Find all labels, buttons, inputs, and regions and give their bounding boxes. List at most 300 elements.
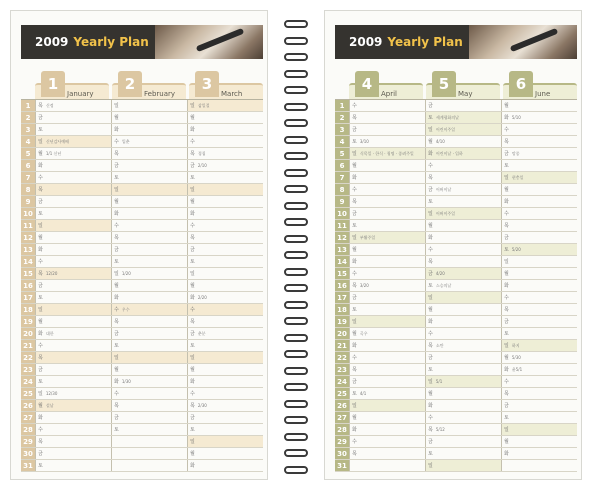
day-cell[interactable] xyxy=(35,232,111,243)
day-row xyxy=(21,364,263,376)
day-cell[interactable] xyxy=(425,112,501,123)
day-note: 어린이주일 xyxy=(435,126,456,132)
weekday-label: 화 xyxy=(352,175,357,181)
day-row xyxy=(335,352,577,364)
day-cell[interactable] xyxy=(349,220,425,231)
day-cell[interactable] xyxy=(349,196,425,207)
weekday-label: 목 xyxy=(38,271,43,277)
day-cell[interactable] xyxy=(425,292,501,303)
day-cell[interactable] xyxy=(425,280,501,291)
day-number: 3 xyxy=(21,124,35,135)
day-cell[interactable] xyxy=(501,364,577,375)
day-cell[interactable] xyxy=(349,316,425,327)
spiral-ring xyxy=(284,284,308,292)
day-cell[interactable] xyxy=(425,436,501,447)
day-cell[interactable] xyxy=(425,220,501,231)
weekday-label: 수 xyxy=(504,295,509,301)
month-tab[interactable] xyxy=(503,71,577,99)
day-cell[interactable] xyxy=(425,328,501,339)
day-cell[interactable] xyxy=(187,376,263,387)
day-cell[interactable] xyxy=(187,220,263,231)
day-cell[interactable] xyxy=(187,304,263,315)
day-row xyxy=(335,292,577,304)
day-cell[interactable] xyxy=(349,112,425,123)
tab-month-name: April xyxy=(381,90,397,98)
day-cell[interactable] xyxy=(425,460,501,471)
day-cell[interactable] xyxy=(501,160,577,171)
day-row xyxy=(335,388,577,400)
weekday-label: 수 xyxy=(190,391,195,397)
weekday-label: 수 xyxy=(38,343,43,349)
day-cell[interactable] xyxy=(501,220,577,231)
day-cell[interactable] xyxy=(187,328,263,339)
day-cell[interactable] xyxy=(111,160,187,171)
day-number: 27 xyxy=(335,412,349,423)
weekday-label: 화 xyxy=(114,295,119,301)
day-cell[interactable] xyxy=(425,364,501,375)
day-cell[interactable] xyxy=(501,316,577,327)
day-cell[interactable] xyxy=(187,424,263,435)
weekday-label: 화 xyxy=(114,379,119,385)
weekday-label: 금 xyxy=(114,415,119,421)
tab-number: 1 xyxy=(41,71,65,97)
weekday-label: 금 xyxy=(428,355,433,361)
day-cell[interactable] xyxy=(111,232,187,243)
day-cell[interactable] xyxy=(187,340,263,351)
day-cell[interactable] xyxy=(111,460,187,471)
weekday-label: 수 xyxy=(428,331,433,337)
weekday-label: 수 xyxy=(352,355,357,361)
day-cell[interactable] xyxy=(501,424,577,435)
weekday-label: 수 xyxy=(352,187,357,193)
weekday-label: 토 xyxy=(38,295,43,301)
day-number: 28 xyxy=(335,424,349,435)
day-cell[interactable] xyxy=(501,196,577,207)
day-cell[interactable] xyxy=(425,424,501,435)
weekday-label: 일 xyxy=(504,259,509,265)
day-cell[interactable] xyxy=(425,184,501,195)
day-cell[interactable] xyxy=(35,172,111,183)
day-cell[interactable] xyxy=(187,196,263,207)
day-cell[interactable] xyxy=(35,352,111,363)
day-cell[interactable] xyxy=(111,208,187,219)
day-row xyxy=(335,172,577,184)
weekday-label: 금 xyxy=(428,439,433,445)
day-note: 4/1 xyxy=(359,391,367,396)
weekday-label: 일 xyxy=(190,355,195,361)
weekday-label: 화 xyxy=(504,283,509,289)
day-cell[interactable] xyxy=(501,352,577,363)
weekday-label: 토 xyxy=(428,367,433,373)
day-cell[interactable] xyxy=(35,100,111,111)
day-cell[interactable] xyxy=(187,232,263,243)
month-tab[interactable] xyxy=(349,71,423,99)
day-cell[interactable] xyxy=(425,412,501,423)
weekday-label: 금 xyxy=(38,199,43,205)
day-cell[interactable] xyxy=(35,316,111,327)
day-cell[interactable] xyxy=(501,328,577,339)
weekday-label: 월 xyxy=(190,199,195,205)
day-cell[interactable] xyxy=(111,412,187,423)
day-cell[interactable] xyxy=(425,232,501,243)
day-cell[interactable] xyxy=(187,100,263,111)
day-number: 16 xyxy=(21,280,35,291)
weekday-label: 금 xyxy=(504,403,509,409)
day-cell[interactable] xyxy=(425,448,501,459)
day-cell[interactable] xyxy=(349,268,425,279)
day-row xyxy=(21,436,263,448)
day-cell[interactable] xyxy=(349,232,425,243)
weekday-label: 금 xyxy=(504,235,509,241)
day-cell[interactable] xyxy=(501,232,577,243)
day-number: 6 xyxy=(21,160,35,171)
day-cell[interactable] xyxy=(35,208,111,219)
day-cell[interactable] xyxy=(111,292,187,303)
weekday-label: 월 xyxy=(38,403,43,409)
day-cell[interactable] xyxy=(501,448,577,459)
day-cell[interactable] xyxy=(35,424,111,435)
day-cell[interactable] xyxy=(111,172,187,183)
day-cell[interactable] xyxy=(501,436,577,447)
weekday-label: 화 xyxy=(38,247,43,253)
day-cell[interactable] xyxy=(187,136,263,147)
day-cell[interactable] xyxy=(35,400,111,411)
spiral-ring xyxy=(284,103,308,111)
day-cell[interactable] xyxy=(349,364,425,375)
day-cell[interactable] xyxy=(35,376,111,387)
day-cell[interactable] xyxy=(501,412,577,423)
day-cell[interactable] xyxy=(425,124,501,135)
day-cell[interactable] xyxy=(501,376,577,387)
day-cell[interactable] xyxy=(111,328,187,339)
day-cell[interactable] xyxy=(501,388,577,399)
day-cell[interactable] xyxy=(501,112,577,123)
day-cell[interactable] xyxy=(187,448,263,459)
day-row xyxy=(21,448,263,460)
day-cell[interactable] xyxy=(187,316,263,327)
day-cell[interactable] xyxy=(187,244,263,255)
day-cell[interactable] xyxy=(111,220,187,231)
day-row xyxy=(21,412,263,424)
month-tab[interactable] xyxy=(426,71,500,99)
day-cell[interactable] xyxy=(425,148,501,159)
day-cell[interactable] xyxy=(349,208,425,219)
day-number: 29 xyxy=(335,436,349,447)
day-cell[interactable] xyxy=(111,364,187,375)
calendar-grid xyxy=(335,99,577,472)
weekday-label: 수 xyxy=(190,139,195,145)
day-cell[interactable] xyxy=(349,328,425,339)
weekday-label: 목 xyxy=(504,139,509,145)
weekday-label: 토 xyxy=(504,247,509,253)
day-cell[interactable] xyxy=(111,196,187,207)
day-cell[interactable] xyxy=(501,304,577,315)
day-cell[interactable] xyxy=(501,244,577,255)
weekday-label: 목 xyxy=(114,151,119,157)
spiral-ring xyxy=(284,334,308,342)
day-cell[interactable] xyxy=(349,160,425,171)
day-cell[interactable] xyxy=(111,100,187,111)
weekday-label: 일 xyxy=(38,139,43,145)
weekday-label: 일 xyxy=(428,127,433,133)
day-row xyxy=(335,124,577,136)
day-cell[interactable] xyxy=(501,100,577,111)
month-tab[interactable] xyxy=(189,71,263,99)
day-cell[interactable] xyxy=(111,112,187,123)
weekday-label: 금 xyxy=(428,103,433,109)
day-cell[interactable] xyxy=(111,340,187,351)
day-cell[interactable] xyxy=(35,148,111,159)
spiral-ring xyxy=(284,367,308,375)
day-number: 24 xyxy=(21,376,35,387)
day-cell[interactable] xyxy=(349,256,425,267)
day-cell[interactable] xyxy=(35,256,111,267)
day-row xyxy=(335,460,577,472)
weekday-label: 월 xyxy=(190,367,195,373)
spiral-ring xyxy=(284,466,308,474)
day-cell[interactable] xyxy=(187,268,263,279)
day-cell[interactable] xyxy=(425,340,501,351)
day-cell[interactable] xyxy=(349,412,425,423)
day-cell[interactable] xyxy=(187,292,263,303)
day-cell[interactable] xyxy=(187,184,263,195)
day-cell[interactable] xyxy=(425,256,501,267)
weekday-label: 목 xyxy=(504,307,509,313)
weekday-label: 일 xyxy=(352,151,357,157)
day-cell[interactable] xyxy=(349,436,425,447)
day-number: 31 xyxy=(335,460,349,471)
spiral-ring xyxy=(284,70,308,78)
day-cell[interactable] xyxy=(349,376,425,387)
day-cell[interactable] xyxy=(35,196,111,207)
day-cell[interactable] xyxy=(349,292,425,303)
day-cell[interactable] xyxy=(425,136,501,147)
day-cell[interactable] xyxy=(187,112,263,123)
day-cell[interactable] xyxy=(425,208,501,219)
day-cell[interactable] xyxy=(35,292,111,303)
spiral-ring xyxy=(284,301,308,309)
day-cell[interactable] xyxy=(349,388,425,399)
day-cell[interactable] xyxy=(187,436,263,447)
weekday-label: 월 xyxy=(428,391,433,397)
day-row xyxy=(21,196,263,208)
day-cell[interactable] xyxy=(349,400,425,411)
day-cell[interactable] xyxy=(187,148,263,159)
day-cell[interactable] xyxy=(111,256,187,267)
day-cell[interactable] xyxy=(35,184,111,195)
weekday-label: 목 xyxy=(190,235,195,241)
day-cell[interactable] xyxy=(501,400,577,411)
day-cell[interactable] xyxy=(35,412,111,423)
day-cell[interactable] xyxy=(111,268,187,279)
day-row xyxy=(335,364,577,376)
day-cell[interactable] xyxy=(425,400,501,411)
day-cell[interactable] xyxy=(501,208,577,219)
day-cell[interactable] xyxy=(425,268,501,279)
day-cell[interactable] xyxy=(501,460,577,471)
day-cell[interactable] xyxy=(501,148,577,159)
day-cell[interactable] xyxy=(35,448,111,459)
day-cell[interactable] xyxy=(187,160,263,171)
day-row xyxy=(21,268,263,280)
day-cell[interactable] xyxy=(111,304,187,315)
day-cell[interactable] xyxy=(501,172,577,183)
day-cell[interactable] xyxy=(35,160,111,171)
day-cell[interactable] xyxy=(425,316,501,327)
day-cell[interactable] xyxy=(349,148,425,159)
day-cell[interactable] xyxy=(35,460,111,471)
day-cell[interactable] xyxy=(111,148,187,159)
day-cell[interactable] xyxy=(501,280,577,291)
day-cell[interactable] xyxy=(111,244,187,255)
weekday-label: 일 xyxy=(190,103,195,109)
day-cell[interactable] xyxy=(349,124,425,135)
month-tab[interactable] xyxy=(35,71,109,99)
day-cell[interactable] xyxy=(187,256,263,267)
day-cell[interactable] xyxy=(35,304,111,315)
day-cell[interactable] xyxy=(35,328,111,339)
day-cell[interactable] xyxy=(501,136,577,147)
day-row xyxy=(21,256,263,268)
day-cell[interactable] xyxy=(111,376,187,387)
spiral-ring xyxy=(284,20,308,28)
weekday-label: 수 xyxy=(428,415,433,421)
day-cell[interactable] xyxy=(187,364,263,375)
day-cell[interactable] xyxy=(111,448,187,459)
day-cell[interactable] xyxy=(111,184,187,195)
day-note: 식목일 · 한식 · 청명 · 종려주일 xyxy=(359,150,414,156)
weekday-label: 월 xyxy=(428,307,433,313)
weekday-label: 화 xyxy=(504,199,509,205)
day-cell[interactable] xyxy=(349,172,425,183)
weekday-label: 월 xyxy=(428,223,433,229)
day-cell[interactable] xyxy=(187,460,263,471)
day-cell[interactable] xyxy=(501,340,577,351)
header-year: 2009 xyxy=(35,35,69,49)
day-cell[interactable] xyxy=(425,352,501,363)
day-cell[interactable] xyxy=(501,268,577,279)
day-cell[interactable] xyxy=(349,448,425,459)
day-cell[interactable] xyxy=(35,220,111,231)
day-number: 21 xyxy=(21,340,35,351)
day-cell[interactable] xyxy=(35,268,111,279)
day-number: 1 xyxy=(21,100,35,111)
day-cell[interactable] xyxy=(187,280,263,291)
weekday-label: 수 xyxy=(38,427,43,433)
day-cell[interactable] xyxy=(187,412,263,423)
day-cell[interactable] xyxy=(35,340,111,351)
day-cell[interactable] xyxy=(501,124,577,135)
weekday-label: 토 xyxy=(190,343,195,349)
weekday-label: 목 xyxy=(190,151,195,157)
right-page xyxy=(324,10,582,480)
day-cell[interactable] xyxy=(349,280,425,291)
spiral-ring xyxy=(284,169,308,177)
spiral-ring xyxy=(284,202,308,210)
day-cell[interactable] xyxy=(425,196,501,207)
day-cell[interactable] xyxy=(349,100,425,111)
day-row xyxy=(21,376,263,388)
day-cell[interactable] xyxy=(349,352,425,363)
day-cell[interactable] xyxy=(425,244,501,255)
day-cell[interactable] xyxy=(35,112,111,123)
day-cell[interactable] xyxy=(187,124,263,135)
day-cell[interactable] xyxy=(35,124,111,135)
day-cell[interactable] xyxy=(111,136,187,147)
day-number: 7 xyxy=(21,172,35,183)
day-number: 2 xyxy=(335,112,349,123)
day-cell[interactable] xyxy=(187,208,263,219)
weekday-label: 토 xyxy=(38,463,43,469)
weekday-label: 일 xyxy=(190,187,195,193)
day-cell[interactable] xyxy=(349,460,425,471)
day-number: 29 xyxy=(21,436,35,447)
day-number: 31 xyxy=(21,460,35,471)
day-cell[interactable] xyxy=(111,352,187,363)
spiral-ring xyxy=(284,350,308,358)
weekday-label: 토 xyxy=(352,307,357,313)
day-cell[interactable] xyxy=(501,292,577,303)
weekday-label: 일 xyxy=(428,379,433,385)
weekday-label: 월 xyxy=(190,451,195,457)
day-cell[interactable] xyxy=(111,388,187,399)
day-row xyxy=(21,208,263,220)
day-cell[interactable] xyxy=(111,316,187,327)
weekday-label: 목 xyxy=(352,367,357,373)
day-cell[interactable] xyxy=(187,172,263,183)
day-cell[interactable] xyxy=(35,388,111,399)
day-cell[interactable] xyxy=(35,136,111,147)
header-plan-label: Yearly Plan xyxy=(73,35,149,49)
day-note: 대한 xyxy=(45,330,54,336)
day-cell[interactable] xyxy=(349,340,425,351)
day-cell[interactable] xyxy=(425,172,501,183)
day-cell[interactable] xyxy=(349,304,425,315)
day-cell[interactable] xyxy=(111,124,187,135)
day-cell[interactable] xyxy=(349,184,425,195)
day-cell[interactable] xyxy=(425,160,501,171)
day-cell[interactable] xyxy=(349,244,425,255)
month-tab[interactable] xyxy=(112,71,186,99)
day-cell[interactable] xyxy=(35,280,111,291)
day-cell[interactable] xyxy=(501,256,577,267)
day-cell[interactable] xyxy=(349,424,425,435)
day-cell[interactable] xyxy=(111,280,187,291)
weekday-label: 금 xyxy=(190,163,195,169)
day-cell[interactable] xyxy=(111,436,187,447)
day-cell[interactable] xyxy=(425,376,501,387)
day-cell[interactable] xyxy=(187,400,263,411)
day-cell[interactable] xyxy=(35,244,111,255)
day-number: 23 xyxy=(21,364,35,375)
day-cell[interactable] xyxy=(111,400,187,411)
day-cell[interactable] xyxy=(187,352,263,363)
weekday-label: 일 xyxy=(428,463,433,469)
day-cell[interactable] xyxy=(425,100,501,111)
day-cell[interactable] xyxy=(35,436,111,447)
day-note: 부활주일 xyxy=(359,234,376,240)
day-cell[interactable] xyxy=(349,136,425,147)
weekday-label: 금 xyxy=(190,331,195,337)
day-cell[interactable] xyxy=(187,388,263,399)
day-cell[interactable] xyxy=(501,184,577,195)
day-cell[interactable] xyxy=(35,364,111,375)
day-cell[interactable] xyxy=(425,388,501,399)
day-cell[interactable] xyxy=(111,424,187,435)
weekday-label: 화 xyxy=(504,367,509,373)
day-note: 현충일 xyxy=(511,174,524,180)
day-cell[interactable] xyxy=(425,304,501,315)
